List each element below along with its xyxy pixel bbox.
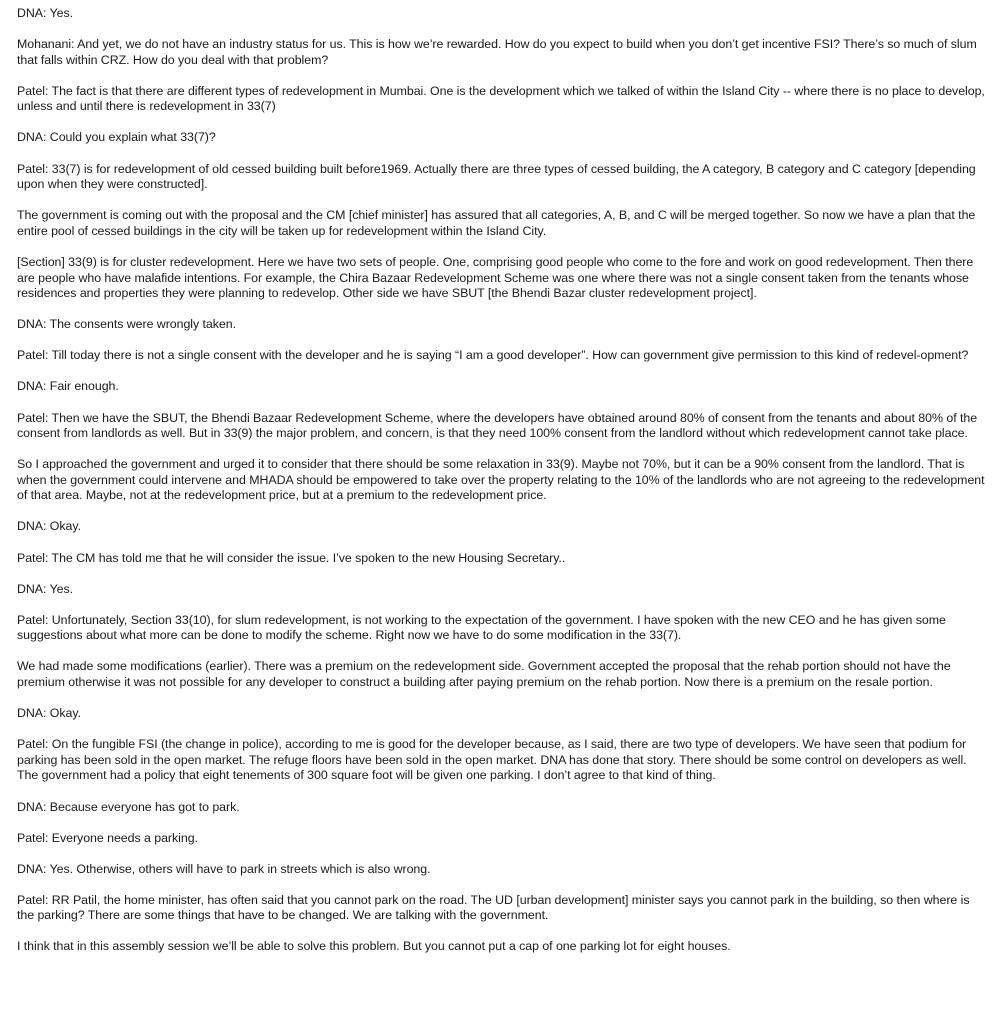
paragraph-13: DNA: Okay.: [17, 519, 81, 534]
paragraph-5: Patel: 33(7) is for redevelopment of old cessed building built before1969. Actually there are three types of cessed building, the A category, B category and C category [depending upon when they were constructed].: [17, 161, 976, 192]
paragraph-18: DNA: Okay.: [17, 706, 81, 721]
paragraph-21: Patel: Everyone needs a parking.: [17, 830, 198, 845]
paragraph-23: Patel: RR Patil, the home minister, has often said that you cannot park on the road. The UD [urban development] minister says you cannot park in the building, so then where is the parking? There are some things that have to be changed. We are talking with the government.: [17, 892, 970, 923]
paragraph-11: Patel: Then we have the SBUT, the Bhendi Bazaar Redevelopment Scheme, where the developers have obtained around 80% of consent from the tenants and about 80% of the consent from landlords as well. But in 33(9) the major problem, and concern, is that they need 100% consent from the landlord without which redevelopment cannot take place.: [17, 410, 978, 441]
interview-transcript: [17, 6, 987, 971]
paragraph-12: So I approached the government and urged it to consider that there should be some relaxation in 33(9). Maybe not 70%, but it can be a 90% consent from the landlord. That is when the government could intervene and MHADA should be empowered to take over the property relating to the 10% of the landlords who are not agreeing to the redevelopment of that area. Maybe, not at the redevelopment price, but at a premium to the redevelopment price.: [17, 457, 985, 503]
paragraph-15: DNA: Yes.: [17, 581, 74, 596]
paragraph-7: [Section] 33(9) is for cluster redevelopment. Here we have two sets of people. One, comprising good people who come to the fore and work on good redevelopment. Then there are people who have malafide intentions. For example, the Chira Bazaar Redevelopment Scheme was one where there was not a single consent taken from the tenants whose residences and properties they were planning to redevelop. Other side we have SBUT [the Bhendi Bazar cluster redevelopment project].: [17, 254, 974, 301]
paragraph-4: DNA: Could you explain what 33(7)?: [17, 130, 216, 145]
paragraph-24: I think that in this assembly session we’ll be able to solve this problem. But you cannot put a cap of one parking lot for eight houses.: [17, 939, 731, 954]
paragraph-3: Patel: The fact is that there are different types of redevelopment in Mumbai. One is the development which we talked of within the Island City -- where there is no place to develop, unless and until there is redevelopment in 33(7): [17, 83, 985, 114]
paragraph-6: The government is coming out with the proposal and the CM [chief minister] has assured that all categories, A, B, and C will be merged together. So now we have a plan that the entire pool of cessed buildings in the city will be taken up for redevelopment within the Island City.: [17, 208, 976, 238]
paragraph-17: We had made some modifications (earlier). There was a premium on the redevelopment side. Government accepted the proposal that the rehab portion should not have the premium otherwise it was not possible for any developer to construct a building after paying premium on the rehab portion. Now there is a premium on the resale portion.: [17, 659, 951, 690]
paragraph-10: DNA: Fair enough.: [17, 379, 119, 394]
paragraph-1: DNA: Yes.: [17, 6, 74, 20]
paragraph-22: DNA: Yes. Otherwise, others will have to park in streets which is also wrong.: [17, 861, 431, 876]
paragraph-19: Patel: On the fungible FSI (the change in police), according to me is good for the developer because, as I said, there are two type of developers. We have seen that podium for parking has been sold in the open market. The refuge floors have been sold in the open market. DNA has done that story. There should be some control on developers as well. The government had a policy that eight tenements of 300 square foot will be given one parking. I don’t agree to that kind of thing.: [17, 737, 967, 783]
paragraph-9: Patel: Till today there is not a single consent with the developer and he is saying “I am a good developer”. How can government give permission to this kind of redevel-opment?: [17, 348, 969, 363]
paragraph-2: Mohanani: And yet, we do not have an industry status for us. This is how we’re rewarded. How do you expect to build when you don’t get incentive FSI? There’s so much of slum that falls within CRZ. How do you deal with that problem?: [17, 37, 977, 67]
paragraph-16: Patel: Unfortunately, Section 33(10), for slum redevelopment, is not working to the expectation of the government. I have spoken with the new CEO and he has given some suggestions about what more can be done to modify the scheme. Right now we have to do some modification in the 33(7).: [17, 612, 946, 643]
paragraph-8: DNA: The consents were wrongly taken.: [17, 317, 236, 332]
paragraph-20: DNA: Because everyone has got to park.: [17, 799, 240, 814]
paragraph-14: Patel: The CM has told me that he will consider the issue. I’ve spoken to the new Housing Secretary..: [17, 550, 566, 565]
